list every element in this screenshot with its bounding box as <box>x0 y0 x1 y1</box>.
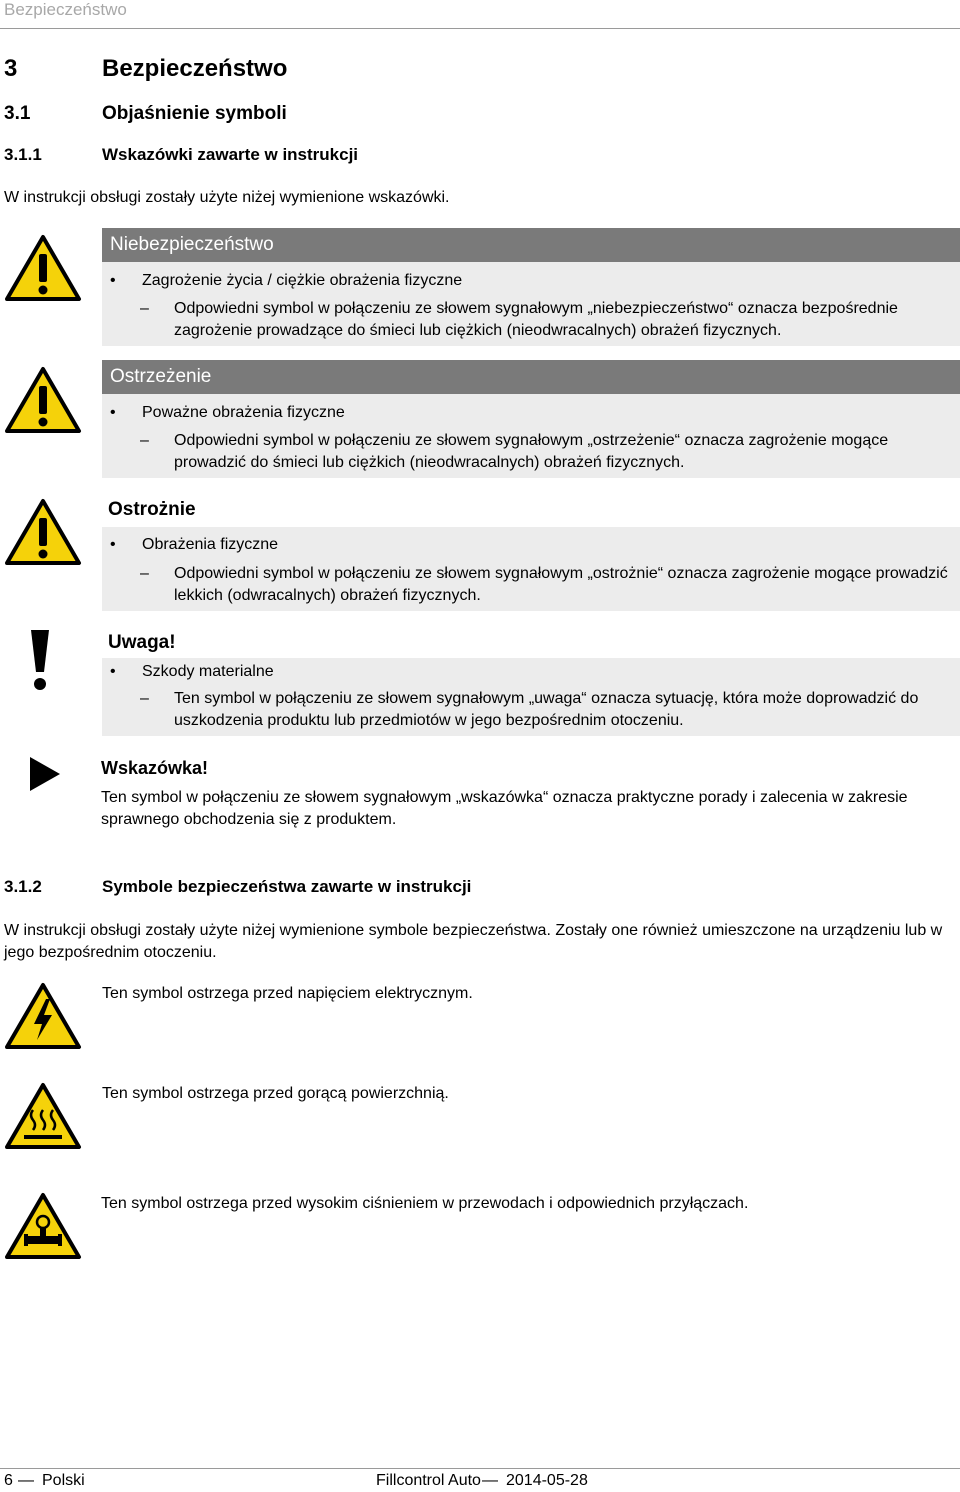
hint-text-line-1: Ten symbol w połączeniu ze słowem sygnałowym „wskazówka“ oznacza praktyczne porady i zalecenia w zakresie <box>101 789 908 806</box>
notice-warning <box>102 360 960 478</box>
footer-language: Polski <box>42 1472 85 1489</box>
bullet-text: Szkody materialne <box>142 663 274 680</box>
hint-text-line-2: sprawnego obchodzenia się z produktem. <box>101 811 397 828</box>
notice-attention <box>102 624 960 736</box>
description-line-2: uszkodzenia produktu lub przedmiotów w jego bezpośrednim otoczeniu. <box>174 712 684 729</box>
dash-mark: – <box>140 690 149 707</box>
subsub2-intro-line-1: W instrukcji obsługi zostały użyte niżej wymienione symbole bezpieczeństwa. Zostały one również umieszczone na urządzeniu lub w <box>4 922 943 939</box>
dash-mark: – <box>140 300 149 317</box>
symbol-voltage-text: Ten symbol ostrzega przed napięciem elektrycznym. <box>102 985 473 1002</box>
description-line-1: Odpowiedni symbol w połączeniu ze słowem sygnałowym „ostrożnie“ oznacza zagrożenie mogące prowadzić <box>174 565 948 582</box>
hint-arrow-icon <box>30 757 60 791</box>
bullet-text: Poważne obrażenia fizyczne <box>142 404 345 421</box>
notice-attention-heading <box>102 624 960 658</box>
subsub2-intro-line-2: jego bezpośrednim otoczeniu. <box>4 944 217 961</box>
subsection-title: Objaśnienie symboli <box>102 103 287 124</box>
dash-mark: – <box>140 432 149 449</box>
notice-danger-heading: Niebezpieczeństwo <box>102 228 960 262</box>
bullet-text: Zagrożenie życia / ciężkie obrażenia fizyczne <box>142 272 463 289</box>
bullet-mark: • <box>110 663 116 680</box>
notice-danger <box>102 228 960 346</box>
high-voltage-warning-icon <box>4 982 82 1050</box>
symbol-pressure-text: Ten symbol ostrzega przed wysokim ciśnieniem w przewodach i odpowiednich przyłączach. <box>101 1195 749 1212</box>
notice-warning-heading: Ostrzeżenie <box>102 360 960 394</box>
exclamation-icon <box>28 628 52 692</box>
notice-danger-bullet <box>110 272 462 290</box>
notice-attention-bullet <box>110 663 274 681</box>
description-line-2: prowadzić do śmieci lub ciężkich (nieodwracalnych) obrażeń fizycznych. <box>174 454 685 471</box>
subsub2-number: 3.1.2 <box>4 877 42 896</box>
hint-heading: Wskazówka! <box>101 758 209 778</box>
notice-warning-description <box>140 430 888 474</box>
notice-danger-description <box>140 298 898 342</box>
subsection-number: 3.1 <box>4 103 31 124</box>
high-pressure-warning-icon <box>4 1192 82 1260</box>
bullet-mark: • <box>110 536 116 553</box>
footer-product: Fillcontrol Auto <box>376 1472 481 1489</box>
description-line-1: Ten symbol w połączeniu ze słowem sygnałowym „uwaga“ oznacza sytuację, która może doprowadzić do <box>174 690 919 707</box>
section-number: 3 <box>4 55 18 82</box>
notice-attention-description <box>140 688 918 732</box>
warning-icon <box>4 366 82 434</box>
footer-page-number: 6 <box>4 1472 13 1489</box>
description-line-2: lekkich (odwracalnych) obrażeń fizycznych. <box>174 587 481 604</box>
bullet-mark: • <box>110 272 116 289</box>
notice-caution-heading: Ostrożnie <box>102 493 960 527</box>
notice-warning-bullet <box>110 404 345 422</box>
hot-surface-warning-icon <box>4 1082 82 1150</box>
footer-dash: — <box>18 1472 34 1489</box>
description-line-1: Odpowiedni symbol w połączeniu ze słowem sygnałowym „niebezpieczeństwo“ oznacza bezpośrednie <box>174 300 898 317</box>
subsub1-intro: W instrukcji obsługi zostały użyte niżej wymienione wskazówki. <box>4 189 450 206</box>
symbol-hot-surface-text: Ten symbol ostrzega przed gorącą powierzchnią. <box>102 1085 449 1102</box>
caution-icon <box>4 498 82 566</box>
description-line-1: Odpowiedni symbol w połączeniu ze słowem sygnałowym „ostrzeżenie“ oznacza zagrożenie mogące <box>174 432 889 449</box>
danger-warning-icon <box>4 234 82 302</box>
notice-attention-heading-text: Uwaga! <box>108 632 176 653</box>
description-line-2: zagrożenie prowadzące do śmieci lub ciężkich (nieodwracalnych) obrażeń fizycznych. <box>174 322 782 339</box>
notice-caution-bullet <box>110 536 278 554</box>
footer-date: 2014-05-28 <box>506 1472 588 1489</box>
bullet-mark: • <box>110 404 116 421</box>
notice-caution-description <box>140 563 948 607</box>
subsub1-title: Wskazówki zawarte w instrukcji <box>102 145 359 164</box>
dash-mark: – <box>140 565 149 582</box>
subsub1-number: 3.1.1 <box>4 145 42 164</box>
footer-rule <box>0 1468 960 1469</box>
section-title: Bezpieczeństwo <box>102 55 288 82</box>
subsub2-title: Symbole bezpieczeństwa zawarte w instrukcji <box>102 877 472 896</box>
running-header: Bezpieczeństwo <box>4 0 127 19</box>
bullet-text: Obrażenia fizyczne <box>142 536 279 553</box>
footer-dash-2: — <box>482 1472 498 1489</box>
header-rule <box>0 28 960 29</box>
notice-caution <box>102 493 960 611</box>
